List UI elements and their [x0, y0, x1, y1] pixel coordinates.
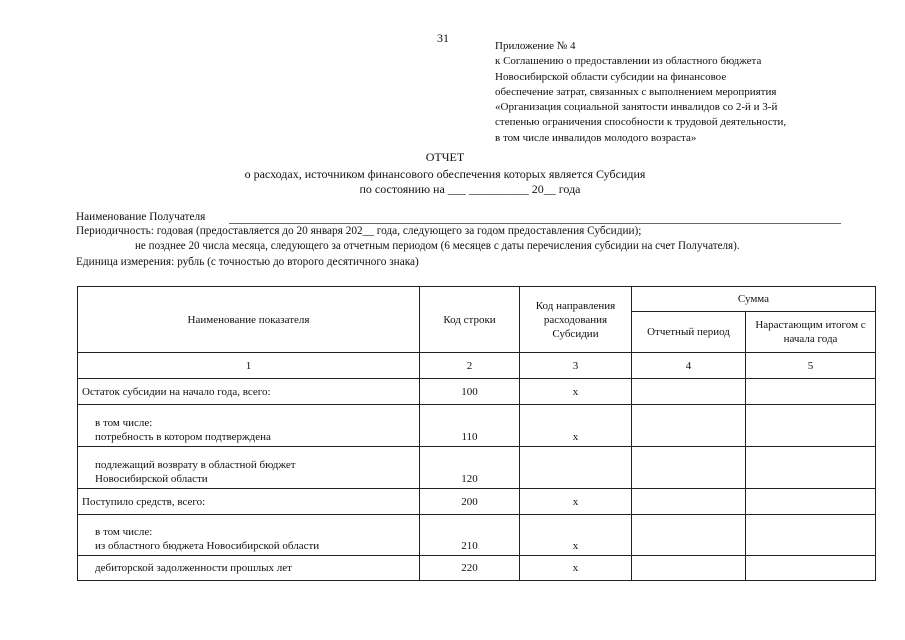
- appendix-line: обеспечение затрат, связанных с выполнением мероприятия: [495, 85, 777, 98]
- row-cumulative-cell[interactable]: [746, 556, 876, 581]
- appendix-line: в том числе инвалидов молодого возраста»: [495, 131, 697, 144]
- row-code: 200: [420, 489, 520, 515]
- table-row: [78, 556, 876, 581]
- row-code: 110: [420, 405, 520, 447]
- row-name: Поступило средств, всего:: [78, 489, 420, 515]
- report-table: [77, 286, 876, 581]
- row-cumulative-cell[interactable]: [746, 405, 876, 447]
- column-number: 1: [78, 353, 420, 379]
- header-direction-code: Код направления расходования Субсидии: [520, 287, 632, 353]
- row-cumulative-cell[interactable]: [746, 489, 876, 515]
- appendix-line: Приложение № 4: [495, 40, 576, 52]
- report-title: ОТЧЕТ: [425, 150, 465, 164]
- appendix-line: «Организация социальной занятости инвалидов со 2-й и 3-й: [495, 101, 778, 114]
- column-number: 4: [632, 353, 746, 379]
- appendix-line: Новосибирской области субсидии на финансовое: [495, 70, 727, 83]
- column-number: 3: [520, 353, 632, 379]
- unit-of-measure: Единица измерения: рубль (с точностью до второго десятичного знака): [76, 256, 419, 268]
- page-number: 31: [437, 31, 449, 45]
- row-code: 220: [420, 556, 520, 581]
- row-direction: [520, 447, 632, 489]
- row-name: Остаток субсидии на начало года, всего:: [78, 379, 420, 405]
- report-date-line: по состоянию на ___ __________ 20__ года: [359, 182, 581, 196]
- row-period-cell[interactable]: [632, 379, 746, 405]
- row-name-text: из областного бюджета Новосибирской области: [95, 540, 320, 552]
- row-period-cell[interactable]: [632, 515, 746, 556]
- row-period-cell[interactable]: [632, 556, 746, 581]
- appendix-block: [495, 39, 786, 146]
- table-row: [78, 405, 876, 447]
- row-code: 210: [420, 515, 520, 556]
- row-name: дебиторской задолженности прошлых лет: [78, 556, 420, 581]
- table-row: [78, 379, 876, 405]
- column-number: 2: [420, 353, 520, 379]
- row-prefix: в том числе:: [95, 417, 153, 429]
- row-direction: x: [520, 405, 632, 447]
- table-row: [78, 515, 876, 556]
- row-code: 100: [420, 379, 520, 405]
- row-name: [78, 515, 420, 556]
- row-direction: x: [520, 556, 632, 581]
- row-direction: x: [520, 515, 632, 556]
- recipient-name-field[interactable]: [229, 223, 841, 224]
- row-name: подлежащий возврату в областной бюджет Новосибирской области: [78, 447, 420, 489]
- table-row: [78, 447, 876, 489]
- row-direction: x: [520, 379, 632, 405]
- row-period-cell[interactable]: [632, 489, 746, 515]
- row-period-cell[interactable]: [632, 405, 746, 447]
- table-row: [78, 489, 876, 515]
- row-cumulative-cell[interactable]: [746, 447, 876, 489]
- row-period-cell[interactable]: [632, 447, 746, 489]
- appendix-line: степенью ограничения способности к трудовой деятельности,: [495, 116, 787, 129]
- header-sum: Сумма: [632, 287, 876, 312]
- row-cumulative-cell[interactable]: [746, 379, 876, 405]
- appendix-line: к Соглашению о предоставлении из областного бюджета: [495, 55, 762, 68]
- column-number: 5: [746, 353, 876, 379]
- periodicity-line-2: не позднее 20 числа месяца, следующего за отчетным периодом (6 месяцев с даты перечисления субсидии на счет Получателя).: [135, 240, 740, 252]
- header-reporting-period: Отчетный период: [632, 312, 746, 353]
- row-name: [78, 405, 420, 447]
- row-name-text: потребность в котором подтверждена: [95, 431, 271, 443]
- report-subject: о расходах, источником финансового обеспечения которых является Субсидия: [244, 167, 646, 181]
- row-cumulative-cell[interactable]: [746, 515, 876, 556]
- header-indicator-name: Наименование показателя: [78, 287, 420, 353]
- row-prefix: в том числе:: [95, 526, 153, 538]
- header-cumulative: Нарастающим итогом с начала года: [746, 312, 876, 353]
- row-code: 120: [420, 447, 520, 489]
- header-line-code: Код строки: [420, 287, 520, 353]
- periodicity-line: Периодичность: годовая (предоставляется до 20 января 202__ года, следующего за годом предоставления Субсидии);: [76, 225, 642, 237]
- row-direction: x: [520, 489, 632, 515]
- recipient-label: Наименование Получателя: [76, 211, 206, 223]
